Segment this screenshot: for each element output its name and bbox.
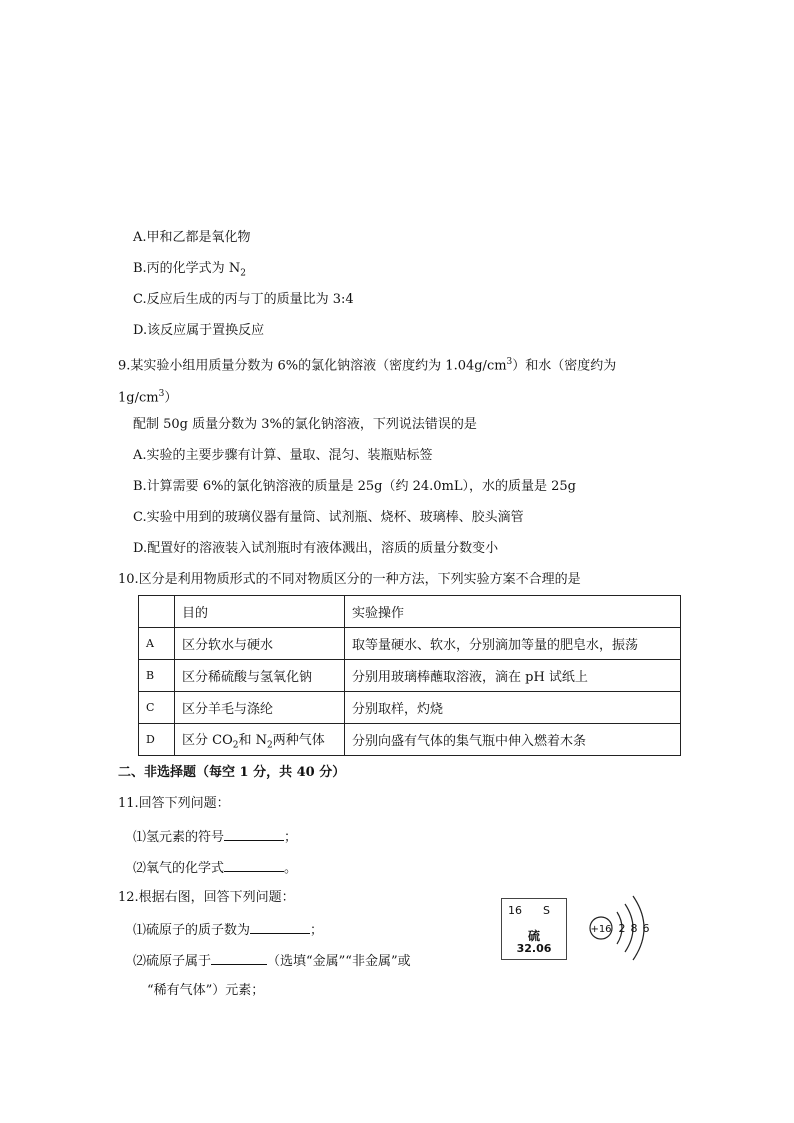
table-header-row [139,596,681,628]
q12-stem: 12.根据右图，回答下列问题： [118,890,295,905]
element-symbol: S [543,904,550,917]
table-header-cell: 目的 [175,596,345,628]
row-operation: 分别向盛有气体的集气瓶中伸入燃着木条 [345,724,681,756]
q12-sub2: ⑵硫原子属于 （选填“金属”“非金属”或 [133,954,411,969]
row-key: B [139,660,175,692]
periodic-table-cell [501,898,567,960]
answer-blank[interactable] [250,921,310,934]
section-2-title: 二、非选择题（每空 1 分，共 40 分） [118,765,346,780]
row-purpose: 区分稀硫酸与氢氧化钠 [175,660,345,692]
q9-stem-line3: 配制 50g 质量分数为 3%的氯化钠溶液，下列说法错误的是 [133,417,477,432]
table-header-cell: 实验操作 [345,596,681,628]
q9-option-c: C.实验中用到的玻璃仪器有量筒、试剂瓶、烧杯、玻璃棒、胶头滴管 [133,510,524,525]
table-header-cell [139,596,175,628]
q11-stem: 11.回答下列问题： [118,796,230,811]
answer-blank[interactable] [224,828,284,841]
q10-stem: 10.区分是利用物质形式的不同对物质区分的一种方法，下列实验方案不合理的是 [118,572,581,587]
answer-blank[interactable] [211,952,267,965]
atomic-number: 16 [508,904,522,917]
q8-option-d: D.该反应属于置换反应 [133,323,265,338]
row-key: D [139,724,175,756]
row-operation: 分别用玻璃棒蘸取溶液，滴在 pH 试纸上 [345,660,681,692]
q9-stem-line2: $1g/cm^3$） [118,389,178,406]
table-row [139,724,681,756]
q9-option-b: B.计算需要 6%的氯化钠溶液的质量是 25g（约 24.0mL），水的质量是 25g [133,479,576,494]
q9-stem-line1: 9.某实验小组用质量分数为 6%的氯化钠溶液（密度约为 $1.04g/cm^3$）和水（密度约为 [118,357,617,374]
q9-option-a: A.实验的主要步骤有计算、量取、混匀、装瓶贴标签 [133,448,433,463]
table-row [139,692,681,724]
row-purpose: 区分羊毛与涤纶 [175,692,345,724]
row-purpose: 区分 $CO_2$和 $N_2$两种气体 [175,724,345,756]
atomic-mass: 32.06 [516,942,552,955]
shell-electron-count: 8 [630,922,638,935]
q8-option-a: A.甲和乙都是氧化物 [133,230,251,245]
row-operation: 分别取样，灼烧 [345,692,681,724]
row-purpose: 区分软水与硬水 [175,628,345,660]
q9-option-d: D.配置好的溶液装入试剂瓶时有液体溅出，溶质的质量分数变小 [133,541,499,556]
q11-sub2: ⑵氧气的化学式 。 [133,861,298,876]
row-operation: 取等量硬水、软水，分别滴加等量的肥皂水，振荡 [345,628,681,660]
shell-electron-count: 6 [642,922,650,935]
table-row [139,660,681,692]
q12-sub1: ⑴硫原子的质子数为 ； [133,923,324,938]
table-row [139,628,681,660]
row-key: A [139,628,175,660]
nucleus-charge: +16 [590,924,612,935]
row-key: C [139,692,175,724]
atom-structure-diagram [583,890,663,966]
shell-electron-count: 2 [618,922,626,935]
answer-blank[interactable] [224,859,284,872]
element-name: 硫 [527,929,540,943]
q8-option-b: B.丙的化学式为 $N_2$ [133,261,246,279]
q11-sub1: ⑴氢元素的符号 ； [133,830,298,845]
q12-sub2-cont: “稀有气体”）元素； [147,983,265,998]
q10-table [138,595,681,756]
q8-option-c: C.反应后生成的丙与丁的质量比为 3:4 [133,292,354,307]
